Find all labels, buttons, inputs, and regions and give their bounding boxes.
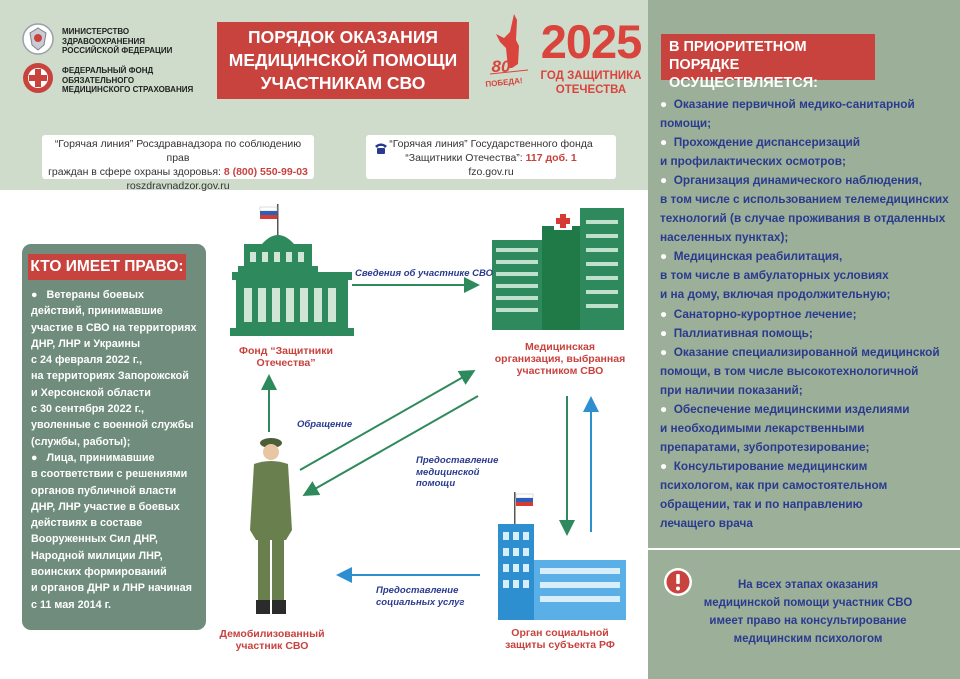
hotline-phone[interactable]: 117 доб. 1	[525, 152, 577, 164]
eligibility-line: воинских формирований	[31, 566, 167, 579]
bullet-icon: ●	[660, 401, 668, 416]
eligibility-line: на территориях Запорожской	[31, 370, 189, 383]
priority-text: Организация динамического наблюдения,	[673, 173, 922, 188]
priority-line	[660, 400, 950, 419]
priority-line	[660, 133, 950, 152]
eligibility-text: Лица, принимавшие	[46, 451, 155, 464]
priority-text: Паллиативная помощь;	[673, 325, 813, 340]
priority-title	[661, 34, 875, 91]
priority-line: и необходимыми лекарственными	[660, 420, 865, 435]
eligibility-line: ДНР, ЛНР и Украины	[31, 337, 141, 350]
caption-line: участник СВО	[235, 640, 309, 652]
priority-list	[660, 95, 950, 533]
hotline-text-prefix: граждан в сфере охраны здоровья:	[48, 166, 224, 178]
ministry-line: РОССИЙСКОЙ ФЕДЕРАЦИИ	[62, 46, 173, 55]
note-line: медицинским психологом	[733, 633, 883, 645]
eligibility-line: с 30 сентября 2022 г.,	[31, 403, 144, 416]
bullet-icon: ●	[660, 97, 668, 111]
priority-text: Обеспечение медицинскими изделиями	[673, 401, 910, 416]
eligibility-line: Вооруженных Сил ДНР,	[31, 533, 158, 546]
soldier-caption	[212, 628, 332, 652]
fund-line: ФЕДЕРАЛЬНЫЙ ФОНД	[62, 66, 154, 75]
eligibility-line: органов публичной власти	[31, 484, 177, 497]
eligibility-line: и органов ДНР и ЛНР начиная	[31, 582, 192, 595]
eligibility-line: с 11 мая 2014 г.	[31, 598, 112, 611]
priority-item	[660, 400, 950, 457]
priority-item	[660, 171, 950, 247]
title-line: УЧАСТНИКАМ СВО	[260, 73, 426, 93]
priority-item	[660, 324, 950, 343]
bullet-icon: ●	[660, 173, 668, 188]
priority-line	[660, 343, 950, 362]
fund-building-icon	[230, 204, 354, 336]
bullet-icon: ●	[660, 306, 668, 321]
title-line: МЕДИЦИНСКОЙ ПОМОЩИ	[228, 50, 458, 70]
note-line: На всех этапах оказания	[737, 579, 879, 591]
arrow-label-line: медицинской	[416, 466, 480, 478]
eligibility-line: участие в СВО на территориях	[31, 321, 197, 334]
priority-line: обращении, так и по направлению	[660, 496, 863, 511]
priority-item	[660, 247, 950, 304]
year-subtitle-line: ГОД ЗАЩИТНИКА	[540, 70, 642, 82]
bullet-icon: ●	[31, 451, 38, 464]
arrow-info-label: Сведения об участнике СВО	[355, 268, 494, 279]
eligibility-line: с 24 февраля 2022 г.,	[31, 354, 143, 367]
arrow-label-line: Предоставление	[376, 585, 459, 596]
priority-line	[660, 171, 950, 190]
eligibility-line: уволенные с военной службы	[31, 419, 194, 432]
social-caption	[490, 627, 630, 651]
eligibility-line: и Херсонской области	[31, 386, 151, 399]
priority-title-line: ОСУЩЕСТВЛЯЕТСЯ:	[669, 75, 818, 91]
priority-line: и профилактических осмотров;	[660, 154, 846, 169]
eligibility-line: в соответствии с решениями	[31, 468, 188, 481]
priority-item	[660, 457, 950, 533]
priority-line: и на дому, включая продолжительную;	[660, 287, 891, 302]
hotline-phone[interactable]: 8 (800) 550-99-03	[223, 166, 308, 178]
priority-line	[660, 457, 950, 476]
caption-line: защиты субъекта РФ	[505, 639, 615, 651]
priority-text: Оказание специализированной медицинской	[673, 344, 940, 359]
priority-line: помощи, в том числе высокотехнологичной	[660, 363, 919, 378]
caption-line: Отечества”	[256, 357, 316, 369]
ministry-line: ЗДРАВООХРАНЕНИЯ	[62, 36, 145, 46]
priority-line: технологий (в случае проживания в отдаленных	[660, 211, 946, 226]
priority-item	[660, 305, 950, 324]
title-line: ПОРЯДОК ОКАЗАНИЯ	[248, 27, 438, 47]
priority-text: Санаторно-курортное лечение;	[673, 306, 857, 321]
caption-line: Фонд “Защитники	[239, 345, 333, 357]
priority-title-line: В ПРИОРИТЕТНОМ ПОРЯДКЕ	[669, 39, 807, 73]
eligibility-line: Народной милиции ЛНР,	[31, 549, 163, 562]
priority-line	[660, 247, 950, 266]
social-building-icon	[498, 492, 626, 620]
psychologist-note	[678, 576, 938, 648]
priority-line: в том числе в амбулаторных условиях	[660, 268, 889, 283]
priority-item	[660, 343, 950, 400]
eligibility-title: КТО ИМЕЕТ ПРАВО:	[28, 254, 186, 280]
arrow-social-label	[376, 585, 464, 608]
bullet-icon: ●	[660, 325, 668, 340]
priority-text: Медицинская реабилитация,	[673, 249, 843, 264]
note-line: медицинской помощи участник СВО	[703, 597, 913, 609]
hospital-caption	[490, 341, 630, 377]
arrow-label-line: социальных услуг	[376, 596, 465, 608]
soldier-figure-icon	[250, 438, 292, 614]
hospital-building-icon	[492, 208, 624, 330]
arrow-label-line: помощи	[416, 478, 456, 489]
hotline-text: “Горячая линия” Государственного фонда	[389, 138, 593, 150]
hotline-text-prefix: “Защитники Отечества”:	[405, 152, 526, 164]
eligibility-line: (службы, работы);	[31, 435, 131, 448]
year-2025: 2025	[540, 15, 642, 68]
arrow-label-line: Предоставление	[416, 455, 499, 466]
caption-line: Демобилизованный	[219, 628, 325, 640]
hotline-site-link[interactable]: roszdravnadzor.gov.ru	[126, 180, 230, 192]
eligibility-text: Ветераны боевых	[46, 289, 144, 301]
note-line: имеет право на консультирование	[709, 615, 907, 627]
hotline-site-link[interactable]: fzo.gov.ru	[468, 166, 514, 178]
fund-line: МЕДИЦИНСКОГО СТРАХОВАНИЯ	[62, 85, 194, 94]
priority-line: помощи;	[660, 116, 712, 131]
priority-line	[660, 305, 950, 324]
fund-caption	[226, 345, 346, 369]
bullet-icon: ●	[660, 249, 668, 264]
bullet-icon: ●	[660, 344, 668, 359]
caption-line: Орган социальной	[511, 627, 609, 639]
caption-line: участником СВО	[516, 365, 604, 377]
victory-label: ПОБЕДА!	[485, 76, 523, 89]
priority-item	[660, 133, 950, 171]
priority-line: населенных пунктах);	[660, 230, 789, 245]
eligibility-line: ДНР, ЛНР участие в боевых	[31, 500, 180, 513]
caption-line: Медицинская	[524, 341, 596, 353]
eligibility-line: действий, принимавшие	[31, 305, 163, 318]
eligibility-line: действиях в составе	[31, 517, 143, 530]
year-subtitle-line: ОТЕЧЕСТВА	[555, 84, 627, 96]
priority-text: Консультирование медицинским	[673, 458, 868, 473]
victory-80: 80	[491, 57, 511, 76]
bullet-icon: ●	[660, 135, 668, 150]
fund-line: ОБЯЗАТЕЛЬНОГО	[62, 75, 135, 85]
bullet-icon: ●	[660, 458, 668, 473]
ministry-line: МИНИСТЕРСТВО	[62, 27, 130, 36]
priority-line	[660, 95, 950, 114]
priority-line	[660, 324, 950, 343]
bullet-icon: ●	[31, 289, 38, 301]
priority-text: Прохождение диспансеризаций	[673, 135, 860, 150]
arrow-med-help-label	[416, 455, 498, 490]
priority-item	[660, 95, 950, 133]
priority-line: при наличии показаний;	[660, 382, 803, 397]
panel-divider	[648, 548, 960, 550]
caption-line: организация, выбранная	[494, 353, 626, 365]
arrow-appeal-label: Обращение	[297, 419, 353, 430]
priority-text: Оказание первичной медико-санитарной	[673, 97, 915, 111]
priority-line: препаратами, зубопротезирование;	[660, 439, 870, 454]
priority-line: в том числе с использованием телемедицинских	[660, 192, 949, 207]
priority-line: психологом, как при самостоятельном	[660, 477, 888, 492]
hotline-text: “Горячая линия” Росздравнадзора по соблюдению прав	[54, 138, 302, 164]
priority-line: лечащего врача	[660, 516, 753, 531]
